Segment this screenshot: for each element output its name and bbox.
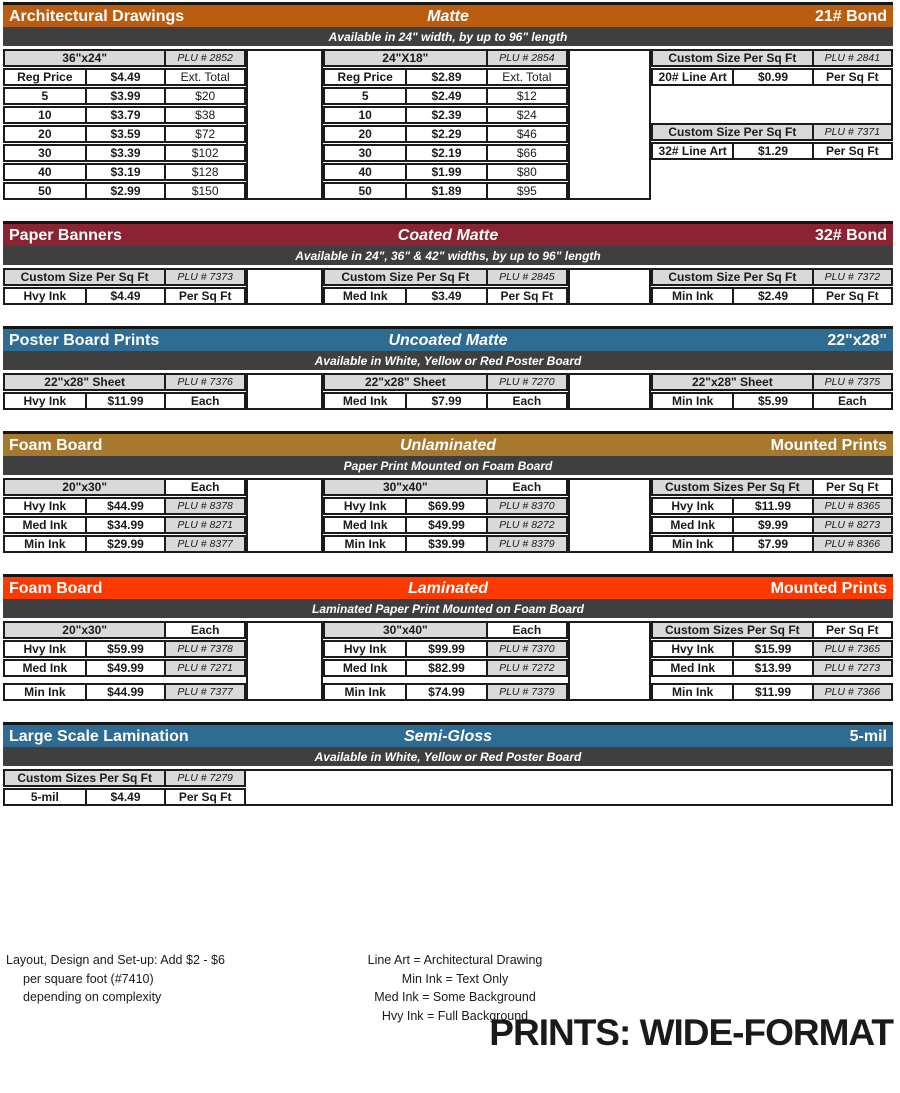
table-cell: $3.79 <box>85 108 165 122</box>
section-tables <box>3 769 893 806</box>
table-row <box>3 373 246 391</box>
table-cell: Med Ink <box>653 518 732 532</box>
section-title: Foam Board <box>9 579 103 597</box>
spacer-cell <box>568 373 651 410</box>
section-title: Paper Banners <box>9 226 122 244</box>
table-cell: $74.99 <box>405 685 485 699</box>
table-row <box>651 497 893 515</box>
plu-cell: PLU # 7366 <box>812 685 891 699</box>
price-table <box>323 49 568 200</box>
price-table <box>323 621 568 701</box>
table-cell: Per Sq Ft <box>812 623 891 637</box>
table-cell: Hvy Ink <box>5 499 85 513</box>
table-row <box>323 535 568 553</box>
table-cell: Hvy Ink <box>5 642 85 656</box>
table-cell: 30 <box>5 146 85 160</box>
table-cell: Each <box>486 623 566 637</box>
table-row <box>3 392 246 410</box>
price-table <box>3 268 246 305</box>
table-header-cell: 20"x30" <box>5 480 164 494</box>
table-row <box>3 659 246 677</box>
table-row <box>3 640 246 658</box>
table-row <box>3 621 246 639</box>
table-cell: 50 <box>5 184 85 198</box>
empty-cell <box>246 769 893 806</box>
table-gap <box>651 86 893 123</box>
table-cell: Min Ink <box>5 685 85 699</box>
table-row <box>651 68 893 86</box>
table-row <box>651 142 893 160</box>
table-cell: $49.99 <box>85 661 165 675</box>
section-subtitle: Available in 24" width, by up to 96" length <box>3 27 893 46</box>
section-foam-board-unlaminated <box>3 431 893 553</box>
table-cell: Min Ink <box>325 685 405 699</box>
section-subtitle: Laminated Paper Print Mounted on Foam Board <box>3 599 893 618</box>
section-spec-label: Mounted Prints <box>770 436 887 454</box>
section-header-bar <box>3 722 893 747</box>
table-cell: $3.19 <box>85 165 165 179</box>
table-cell: Per Sq Ft <box>812 480 891 494</box>
price-table <box>323 373 568 410</box>
plu-cell: PLU # 2845 <box>486 270 566 284</box>
table-header-cell: Custom Size Per Sq Ft <box>653 51 812 65</box>
table-row <box>651 268 893 286</box>
price-table <box>3 769 246 806</box>
table-cell: 40 <box>5 165 85 179</box>
table-cell: Each <box>164 480 244 494</box>
table-row <box>651 516 893 534</box>
table-header-cell: Custom Size Per Sq Ft <box>5 270 164 284</box>
table-cell: $11.99 <box>732 685 811 699</box>
plu-cell: PLU # 7376 <box>164 375 244 389</box>
table-row <box>3 163 246 181</box>
table-cell: Reg Price <box>5 70 85 84</box>
plu-cell: PLU # 8366 <box>812 537 891 551</box>
section-poster-board-prints <box>3 326 893 410</box>
table-row <box>651 49 893 67</box>
plu-cell: PLU # 8378 <box>164 499 244 513</box>
plu-cell: PLU # 8271 <box>164 518 244 532</box>
table-cell: Per Sq Ft <box>812 289 891 303</box>
table-cell: $2.19 <box>405 146 485 160</box>
table-cell: $4.49 <box>85 289 165 303</box>
table-cell: $39.99 <box>405 537 485 551</box>
table-cell: $3.39 <box>85 146 165 160</box>
table-cell: $2.49 <box>732 289 811 303</box>
table-cell: $13.99 <box>732 661 811 675</box>
table-cell: 10 <box>5 108 85 122</box>
table-cell: Hvy Ink <box>325 499 405 513</box>
table-row <box>3 683 246 701</box>
table-cell: $72 <box>164 127 244 141</box>
legend-line: Line Art = Architectural Drawing <box>367 953 543 967</box>
table-header-cell: 30"x40" <box>325 480 486 494</box>
table-header-cell: 36"x24" <box>5 51 164 65</box>
plu-cell: PLU # 2854 <box>486 51 566 65</box>
table-header-cell: Custom Sizes Per Sq Ft <box>5 771 164 785</box>
table-cell: Each <box>486 480 566 494</box>
table-row <box>323 287 568 305</box>
plu-cell: PLU # 7271 <box>164 661 244 675</box>
section-large-scale-lamination <box>3 722 893 806</box>
table-cell: Hvy Ink <box>5 394 85 408</box>
table-cell: Per Sq Ft <box>812 70 891 84</box>
table-row <box>651 621 893 639</box>
plu-cell: PLU # 7371 <box>812 125 891 139</box>
table-row <box>323 621 568 639</box>
table-cell: $12 <box>486 89 566 103</box>
plu-cell: PLU # 7279 <box>164 771 244 785</box>
table-cell: 32# Line Art <box>653 144 732 158</box>
table-header-cell: 22"x28" Sheet <box>325 375 486 389</box>
table-cell: $49.99 <box>405 518 485 532</box>
table-cell: 30 <box>325 146 405 160</box>
footer-note-line: depending on complexity <box>23 990 162 1004</box>
table-row <box>3 125 246 143</box>
table-cell: $95 <box>486 184 566 198</box>
table-cell: $59.99 <box>85 642 165 656</box>
price-table <box>323 478 568 553</box>
plu-cell: PLU # 7373 <box>164 270 244 284</box>
section-foam-board-laminated <box>3 574 893 701</box>
price-table <box>651 621 893 701</box>
table-row <box>651 535 893 553</box>
table-cell: $1.99 <box>405 165 485 179</box>
table-cell: Per Sq Ft <box>812 144 891 158</box>
table-row <box>3 535 246 553</box>
price-table <box>323 268 568 305</box>
table-row <box>651 659 893 677</box>
section-header-bar <box>3 2 893 27</box>
plu-cell: PLU # 8272 <box>486 518 566 532</box>
section-architectural-drawings <box>3 2 893 200</box>
table-cell: Med Ink <box>325 289 405 303</box>
table-cell: $99.99 <box>405 642 485 656</box>
table-cell: 10 <box>325 108 405 122</box>
plu-cell: PLU # 7370 <box>486 642 566 656</box>
section-tables <box>3 621 893 701</box>
table-cell: $2.29 <box>405 127 485 141</box>
section-title: Foam Board <box>9 436 103 454</box>
table-cell: $4.49 <box>85 70 165 84</box>
table-cell: $0.99 <box>732 70 811 84</box>
table-cell: Med Ink <box>325 394 405 408</box>
table-cell: $82.99 <box>405 661 485 675</box>
table-cell: Min Ink <box>653 394 732 408</box>
table-cell: Per Sq Ft <box>164 790 244 804</box>
plu-cell: PLU # 2841 <box>812 51 891 65</box>
table-cell: $29.99 <box>85 537 165 551</box>
section-title: Architectural Drawings <box>9 7 185 25</box>
table-cell: $20 <box>164 89 244 103</box>
spacer-cell <box>568 268 651 305</box>
table-row <box>323 640 568 658</box>
table-row <box>323 497 568 515</box>
table-row <box>3 478 246 496</box>
plu-cell: PLU # 7375 <box>812 375 891 389</box>
table-row <box>323 87 568 105</box>
table-header-cell: Custom Size Per Sq Ft <box>653 270 812 284</box>
price-table <box>3 373 246 410</box>
section-spec-label: 22"x28" <box>827 331 887 349</box>
table-row <box>3 788 246 806</box>
table-cell: Hvy Ink <box>653 642 732 656</box>
price-table <box>651 478 893 553</box>
section-header-bar <box>3 574 893 599</box>
price-table <box>3 621 246 701</box>
table-cell: $38 <box>164 108 244 122</box>
price-table <box>3 49 246 200</box>
table-row <box>3 68 246 86</box>
table-cell: 5-mil <box>5 790 85 804</box>
price-table <box>651 373 893 410</box>
table-cell: $44.99 <box>85 499 165 513</box>
table-cell: 20 <box>5 127 85 141</box>
table-row <box>651 683 893 701</box>
table-stack <box>651 49 893 160</box>
footer <box>3 951 893 1071</box>
footer-setup-note <box>6 951 225 1007</box>
table-cell: $34.99 <box>85 518 165 532</box>
section-header-bar <box>3 326 893 351</box>
table-cell: Hvy Ink <box>325 642 405 656</box>
section-spec-label: Mounted Prints <box>770 579 887 597</box>
table-row <box>323 516 568 534</box>
table-row <box>651 392 893 410</box>
table-row <box>3 106 246 124</box>
table-cell: Min Ink <box>653 537 732 551</box>
table-cell: $11.99 <box>732 499 811 513</box>
table-cell: $69.99 <box>405 499 485 513</box>
section-spec-label: 21# Bond <box>814 7 887 25</box>
table-header-cell: 22"x28" Sheet <box>653 375 812 389</box>
table-cell: $24 <box>486 108 566 122</box>
table-row <box>323 144 568 162</box>
table-row <box>3 87 246 105</box>
section-finish-label: Semi-Gloss <box>403 727 493 745</box>
table-cell: Each <box>486 394 566 408</box>
section-title: Poster Board Prints <box>9 331 160 349</box>
section-spec-label: 5-mil <box>849 727 887 745</box>
spacer-cell <box>246 49 323 200</box>
section-subtitle: Available in White, Yellow or Red Poster Board <box>3 747 893 766</box>
spacer-cell <box>246 478 323 553</box>
table-row <box>323 478 568 496</box>
section-finish-label: Coated Matte <box>397 226 499 244</box>
spacer-cell <box>246 373 323 410</box>
plu-cell: PLU # 7273 <box>812 661 891 675</box>
plu-cell: PLU # 7379 <box>486 685 566 699</box>
table-row <box>323 182 568 200</box>
table-row <box>323 683 568 701</box>
table-cell: $2.89 <box>405 70 485 84</box>
price-table <box>3 478 246 553</box>
table-cell: 5 <box>325 89 405 103</box>
section-tables <box>3 49 893 200</box>
table-row <box>651 123 893 141</box>
table-row <box>3 516 246 534</box>
table-cell: $2.99 <box>85 184 165 198</box>
table-row <box>651 373 893 391</box>
table-cell: $46 <box>486 127 566 141</box>
table-header-cell: 24"X18" <box>325 51 486 65</box>
table-cell: Per Sq Ft <box>486 289 566 303</box>
spacer-cell <box>246 621 323 701</box>
spacer-cell <box>568 621 651 701</box>
table-row <box>3 49 246 67</box>
table-cell: $1.89 <box>405 184 485 198</box>
legend-line: Med Ink = Some Background <box>374 990 536 1004</box>
table-row <box>323 106 568 124</box>
table-cell: $102 <box>164 146 244 160</box>
table-header-cell: 30"x40" <box>325 623 486 637</box>
table-cell: $15.99 <box>732 642 811 656</box>
table-cell: Per Sq Ft <box>164 289 244 303</box>
table-cell: $44.99 <box>85 685 165 699</box>
table-cell: 20 <box>325 127 405 141</box>
table-row <box>323 268 568 286</box>
plu-cell: PLU # 7372 <box>812 270 891 284</box>
table-cell: $3.59 <box>85 127 165 141</box>
section-title: Large Scale Lamination <box>9 727 189 745</box>
section-finish-label: Laminated <box>407 579 488 597</box>
table-cell: $80 <box>486 165 566 179</box>
table-header-cell: 20"x30" <box>5 623 164 637</box>
table-row <box>651 640 893 658</box>
table-cell: Each <box>812 394 891 408</box>
table-row <box>651 287 893 305</box>
plu-cell: PLU # 7365 <box>812 642 891 656</box>
table-header-cell: Custom Size Per Sq Ft <box>653 125 812 139</box>
plu-cell: PLU # 7270 <box>486 375 566 389</box>
plu-cell: PLU # 8379 <box>486 537 566 551</box>
section-subtitle: Available in White, Yellow or Red Poster Board <box>3 351 893 370</box>
table-cell: Med Ink <box>325 518 405 532</box>
table-cell: $9.99 <box>732 518 811 532</box>
table-cell: $7.99 <box>405 394 485 408</box>
table-cell: $2.39 <box>405 108 485 122</box>
plu-cell: PLU # 7377 <box>164 685 244 699</box>
price-table <box>651 123 893 160</box>
footer-note-line: Layout, Design and Set-up: Add $2 - $6 <box>6 953 225 967</box>
table-row <box>323 49 568 67</box>
table-cell: 5 <box>5 89 85 103</box>
table-header-cell: 22"x28" Sheet <box>5 375 164 389</box>
table-cell: Med Ink <box>653 661 732 675</box>
plu-cell: PLU # 2852 <box>164 51 244 65</box>
table-cell: $2.49 <box>405 89 485 103</box>
table-cell: Ext. Total <box>164 70 244 84</box>
table-row <box>323 373 568 391</box>
sections-container <box>3 2 893 806</box>
table-cell: Min Ink <box>325 537 405 551</box>
section-header-bar <box>3 431 893 456</box>
table-row <box>323 659 568 677</box>
page-title: PRINTS: WIDE-FORMAT <box>489 1012 893 1053</box>
table-row <box>3 268 246 286</box>
section-header-bar <box>3 221 893 246</box>
legend-line: Min Ink = Text Only <box>401 971 509 986</box>
plu-cell: PLU # 8370 <box>486 499 566 513</box>
legend-line: Hvy Ink = Full Background <box>381 1008 529 1023</box>
table-row <box>3 182 246 200</box>
section-subtitle: Available in 24", 36" & 42" widths, by up to 96" length <box>3 246 893 265</box>
table-row <box>651 478 893 496</box>
table-cell: $7.99 <box>732 537 811 551</box>
spacer-cell <box>568 478 651 553</box>
table-cell: 20# Line Art <box>653 70 732 84</box>
table-cell: $66 <box>486 146 566 160</box>
table-cell: Hvy Ink <box>5 289 85 303</box>
table-cell: Each <box>164 623 244 637</box>
section-finish-label: Matte <box>427 7 469 25</box>
plu-cell: PLU # 7378 <box>164 642 244 656</box>
section-subtitle: Paper Print Mounted on Foam Board <box>3 456 893 475</box>
table-cell: $128 <box>164 165 244 179</box>
table-cell: $3.99 <box>85 89 165 103</box>
table-row <box>323 68 568 86</box>
table-row <box>3 769 246 787</box>
plu-cell: PLU # 8377 <box>164 537 244 551</box>
table-cell: Min Ink <box>653 289 732 303</box>
table-cell: 50 <box>325 184 405 198</box>
footer-note-line: per square foot (#7410) <box>23 971 154 986</box>
plu-cell: PLU # 8273 <box>812 518 891 532</box>
section-finish-label: Unlaminated <box>399 436 496 454</box>
section-spec-label: 32# Bond <box>814 226 887 244</box>
table-cell: $5.99 <box>732 394 811 408</box>
table-cell: Each <box>164 394 244 408</box>
table-row <box>323 392 568 410</box>
section-tables <box>3 373 893 410</box>
table-cell: Med Ink <box>325 661 405 675</box>
table-row <box>3 287 246 305</box>
table-cell: Med Ink <box>5 518 85 532</box>
table-cell: Hvy Ink <box>653 499 732 513</box>
table-row <box>323 125 568 143</box>
section-paper-banners <box>3 221 893 305</box>
table-header-cell: Custom Sizes Per Sq Ft <box>653 623 812 637</box>
spacer-cell <box>246 268 323 305</box>
table-row <box>3 497 246 515</box>
price-table <box>651 268 893 305</box>
table-cell: $4.49 <box>85 790 165 804</box>
section-finish-label: Uncoated Matte <box>388 331 508 349</box>
section-tables <box>3 268 893 305</box>
table-cell: $150 <box>164 184 244 198</box>
table-cell: $11.99 <box>85 394 165 408</box>
price-table <box>651 49 893 86</box>
table-cell: $1.29 <box>732 144 811 158</box>
table-row <box>3 144 246 162</box>
table-cell: Min Ink <box>653 685 732 699</box>
table-cell: 40 <box>325 165 405 179</box>
table-header-cell: Custom Sizes Per Sq Ft <box>653 480 812 494</box>
spacer-cell <box>568 49 651 200</box>
table-cell: Min Ink <box>5 537 85 551</box>
section-tables <box>3 478 893 553</box>
table-cell: Reg Price <box>325 70 405 84</box>
table-cell: Med Ink <box>5 661 85 675</box>
plu-cell: PLU # 8365 <box>812 499 891 513</box>
table-cell: Ext. Total <box>486 70 566 84</box>
table-header-cell: Custom Size Per Sq Ft <box>325 270 486 284</box>
table-cell: $3.49 <box>405 289 485 303</box>
table-row <box>323 163 568 181</box>
plu-cell: PLU # 7272 <box>486 661 566 675</box>
